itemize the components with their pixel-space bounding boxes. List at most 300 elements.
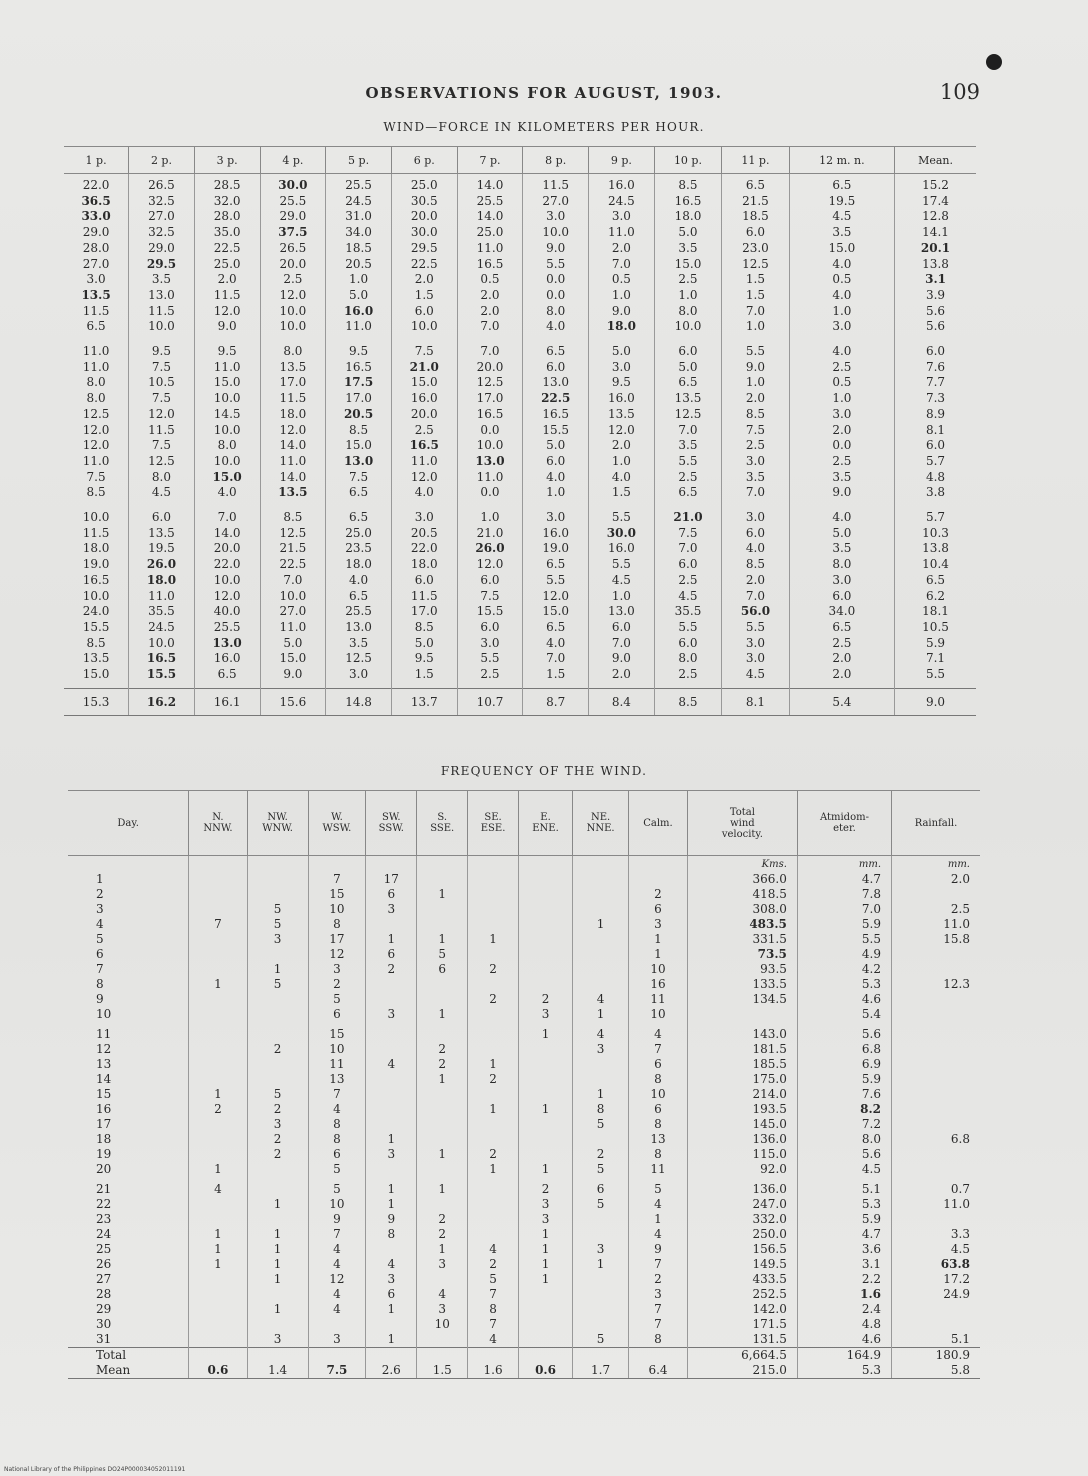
- force-column-cell: [260, 340, 326, 506]
- force-value: 3.0: [611, 209, 631, 224]
- freq-day-row: [68, 1242, 980, 1257]
- force-value: 18.0: [82, 541, 110, 556]
- force-value: 11.5: [279, 391, 307, 406]
- force-value: 11.5: [82, 525, 110, 540]
- force-value: 4.0: [611, 469, 631, 484]
- freq-cell: [247, 1212, 308, 1227]
- freq-col-header: W. WSW.: [308, 791, 366, 856]
- freq-cell: 6: [366, 887, 417, 902]
- force-value: 15.0: [212, 469, 242, 484]
- force-value: 12.0: [410, 469, 438, 484]
- force-value: 21.5: [742, 193, 769, 208]
- freq-cell: 1: [573, 1007, 629, 1022]
- force-value: 8.0: [546, 303, 566, 318]
- freq-cell: mm.: [892, 856, 980, 873]
- force-value: 7.0: [480, 319, 500, 334]
- force-value: 6.0: [832, 588, 852, 603]
- freq-col-header: Day.: [68, 791, 189, 856]
- freq-cell: 2: [247, 1147, 308, 1162]
- freq-cell: 17.2: [892, 1272, 980, 1287]
- force-value: 2.5: [678, 272, 698, 287]
- force-value: 7.0: [546, 651, 566, 666]
- force-value: 21.0: [409, 359, 439, 374]
- force-value: 16.5: [146, 651, 177, 666]
- freq-cell: 92.0: [687, 1162, 797, 1177]
- freq-cell: 3: [573, 1042, 629, 1057]
- freq-col-header: Atmidom- eter.: [797, 791, 891, 856]
- freq-cell: 115.0: [687, 1147, 797, 1162]
- freq-cell: [417, 1162, 468, 1177]
- force-value: 3.0: [832, 319, 852, 334]
- force-column-cell: [64, 174, 129, 341]
- freq-cell: 366.0: [687, 872, 797, 887]
- force-value: 20.0: [410, 209, 438, 224]
- freq-cell: 2: [247, 1042, 308, 1057]
- freq-cell: 7: [308, 1227, 366, 1242]
- force-value: 2.0: [611, 667, 631, 682]
- force-value: 1.5: [745, 272, 765, 287]
- force-value: 21.0: [476, 525, 504, 540]
- force-value: 9.0: [745, 359, 765, 374]
- force-value: 11.5: [410, 588, 438, 603]
- freq-day-row: [68, 1117, 980, 1132]
- force-value: 15.0: [213, 375, 241, 390]
- force-value: 6.0: [745, 225, 765, 240]
- freq-cell: 5.3: [797, 1197, 891, 1212]
- force-value: 2.5: [678, 469, 698, 484]
- force-value: 6.0: [678, 557, 698, 572]
- force-value: 4.0: [832, 256, 852, 271]
- force-value: 8.0: [678, 651, 698, 666]
- freq-cell: [247, 1287, 308, 1302]
- freq-cell: 6: [629, 1057, 688, 1072]
- freq-cell: [247, 992, 308, 1007]
- freq-cell: [518, 1132, 572, 1147]
- freq-cell: 1: [366, 1197, 417, 1212]
- freq-cell: 193.5: [687, 1102, 797, 1117]
- freq-cell: 10: [308, 902, 366, 917]
- force-value: 15.0: [279, 651, 307, 666]
- freq-cell: 1: [468, 1162, 519, 1177]
- force-value: 20.0: [213, 541, 241, 556]
- force-value: 19.5: [828, 193, 856, 208]
- force-value: 12.0: [476, 557, 504, 572]
- freq-cell: 6,664.5: [687, 1348, 797, 1364]
- freq-cell: 13: [308, 1072, 366, 1087]
- force-value: 26.0: [146, 557, 177, 572]
- freq-cell: 13: [629, 1132, 688, 1147]
- force-value: 0.0: [480, 485, 500, 500]
- freq-cell: [247, 1182, 308, 1197]
- force-mean-value: 8.4: [589, 688, 655, 715]
- freq-cell: 1: [518, 1162, 572, 1177]
- freq-day-row: [68, 932, 980, 947]
- freq-cell: [189, 1317, 247, 1332]
- freq-cell: 3: [417, 1302, 468, 1317]
- force-value: 1.0: [349, 272, 369, 287]
- freq-cell: [417, 1332, 468, 1348]
- freq-cell: 3: [629, 917, 688, 932]
- freq-cell: [247, 1007, 308, 1022]
- freq-cell: 3: [518, 1007, 572, 1022]
- force-value: 3.5: [832, 225, 852, 240]
- force-value: 16.0: [410, 391, 438, 406]
- force-value: 4.0: [832, 287, 852, 302]
- freq-cell: 26: [96, 1257, 112, 1271]
- force-value: 13.5: [608, 406, 635, 421]
- force-value: 5.5: [678, 619, 698, 634]
- freq-cell: 8: [308, 1117, 366, 1132]
- force-value: 3.0: [745, 453, 765, 468]
- force-value: 4.0: [745, 541, 765, 556]
- force-value: 15.5: [542, 422, 570, 437]
- force-column-cell: [326, 506, 392, 688]
- force-value: 14.1: [922, 225, 949, 240]
- freq-cell: [417, 1132, 468, 1147]
- freq-day-row: [68, 1332, 980, 1348]
- force-value: 15.0: [82, 667, 110, 682]
- freq-cell: 3: [417, 1257, 468, 1272]
- freq-cell: 133.5: [687, 977, 797, 992]
- force-value: 12.5: [674, 406, 702, 421]
- freq-cell: [518, 887, 572, 902]
- force-value: 3.0: [349, 667, 369, 682]
- freq-cell: 5: [417, 947, 468, 962]
- freq-cell: 1: [629, 1212, 688, 1227]
- freq-day-row: [68, 1257, 980, 1272]
- freq-cell: [468, 872, 519, 887]
- freq-cell: 5: [308, 992, 366, 1007]
- freq-cell: 250.0: [687, 1227, 797, 1242]
- freq-cell: [247, 947, 308, 962]
- force-value: 12.0: [279, 422, 307, 437]
- freq-cell: 15: [308, 887, 366, 902]
- freq-cell: 1: [189, 1227, 247, 1242]
- freq-cell: 10: [629, 962, 688, 977]
- freq-cell: 2: [518, 1182, 572, 1197]
- force-mean-value: 16.2: [129, 688, 195, 715]
- force-value: 11.0: [410, 453, 438, 468]
- force-value: 5.0: [832, 525, 852, 540]
- force-value: 12.5: [476, 375, 504, 390]
- force-value: 6.5: [546, 557, 566, 572]
- force-value: 35.0: [213, 225, 241, 240]
- force-value: 12.0: [542, 588, 570, 603]
- freq-cell: [247, 872, 308, 887]
- force-value: 10.0: [279, 588, 307, 603]
- force-value: 8.5: [745, 557, 765, 572]
- force-column-cell: [64, 506, 129, 688]
- force-value: 20.0: [279, 256, 307, 271]
- freq-cell: 19: [96, 1147, 112, 1161]
- freq-cell: [366, 1072, 417, 1087]
- freq-cell: 24.9: [892, 1287, 980, 1302]
- force-value: 2.0: [832, 651, 852, 666]
- force-column-cell: [523, 174, 589, 341]
- freq-cell: 5: [629, 1182, 688, 1197]
- freq-cell: 131.5: [687, 1332, 797, 1348]
- freq-cell: 11.0: [892, 1197, 980, 1212]
- force-column-cell: [589, 506, 655, 688]
- freq-cell: 7: [629, 1257, 688, 1272]
- freq-cell: [247, 1162, 308, 1177]
- force-value: 33.0: [81, 209, 111, 224]
- force-value: 2.5: [678, 572, 698, 587]
- freq-cell: 1.4: [247, 1363, 308, 1379]
- freq-cell: 1: [247, 1242, 308, 1257]
- force-value: 14.0: [476, 209, 504, 224]
- freq-cell: [573, 1348, 629, 1364]
- freq-cell: [366, 1042, 417, 1057]
- force-value: 29.5: [410, 240, 438, 255]
- freq-cell: [518, 962, 572, 977]
- force-value: 7.5: [414, 344, 434, 359]
- freq-col-header: Calm.: [629, 791, 688, 856]
- freq-day-row: [68, 977, 980, 992]
- force-value: 7.0: [745, 485, 765, 500]
- force-value: 1.5: [611, 485, 631, 500]
- force-value: 16.5: [345, 359, 372, 374]
- freq-day-row: [68, 872, 980, 887]
- freq-cell: 15: [308, 1027, 366, 1042]
- force-value: 17.0: [476, 391, 504, 406]
- freq-cell: [189, 1212, 247, 1227]
- freq-cell: [468, 1182, 519, 1197]
- force-value: 6.0: [151, 510, 171, 525]
- force-value: 10.0: [476, 438, 504, 453]
- force-value: 37.5: [278, 225, 308, 240]
- force-value: 11.5: [542, 178, 570, 192]
- force-value: 3.0: [832, 406, 852, 421]
- force-value: 18.5: [742, 209, 769, 224]
- force-value: 6.2: [925, 588, 946, 603]
- freq-cell: [189, 1147, 247, 1162]
- force-value: 6.5: [832, 619, 852, 634]
- force-value: 3.0: [546, 209, 566, 224]
- freq-cell: [892, 1007, 980, 1022]
- freq-cell: 3: [247, 1332, 308, 1348]
- force-value: 30.0: [410, 225, 438, 240]
- freq-cell: [189, 1348, 247, 1364]
- force-value: 16.5: [476, 406, 504, 421]
- force-column-cell: [722, 174, 789, 341]
- freq-cell: [573, 1302, 629, 1317]
- force-mean-value: 15.6: [260, 688, 326, 715]
- force-value: 14.5: [213, 406, 241, 421]
- freq-cell: [417, 872, 468, 887]
- force-value: 10.0: [213, 453, 241, 468]
- freq-cell: [417, 1197, 468, 1212]
- freq-cell: 1: [417, 1242, 468, 1257]
- freq-cell: [366, 1117, 417, 1132]
- force-value: 7.0: [611, 256, 631, 271]
- freq-cell: 3: [518, 1197, 572, 1212]
- force-value: 5.0: [611, 344, 631, 359]
- freq-cell: 6: [629, 1102, 688, 1117]
- force-value: 5.9: [925, 635, 946, 650]
- force-value: 5.0: [349, 287, 369, 302]
- freq-cell: 3: [247, 932, 308, 947]
- force-value: 28.0: [213, 209, 241, 224]
- force-value: 8.0: [217, 438, 237, 453]
- freq-day-row: [68, 1042, 980, 1057]
- force-column-cell: [260, 174, 326, 341]
- force-value: 18.0: [606, 319, 636, 334]
- freq-cell: [629, 1348, 688, 1364]
- freq-cell: 2: [96, 887, 104, 901]
- freq-cell: 8: [308, 1132, 366, 1147]
- freq-cell: 332.0: [687, 1212, 797, 1227]
- freq-cell: 4.7: [797, 872, 891, 887]
- freq-cell: 3: [366, 1147, 417, 1162]
- freq-cell: Mean: [68, 1363, 189, 1379]
- force-value: 7.0: [745, 588, 765, 603]
- force-value: 3.5: [832, 469, 852, 484]
- freq-cell: 2: [468, 1072, 519, 1087]
- force-value: 32.0: [213, 193, 241, 208]
- force-column-cell: [654, 506, 721, 688]
- freq-cell: 1: [417, 932, 468, 947]
- freq-cell: 25: [96, 1242, 112, 1256]
- force-value: 15.5: [476, 604, 504, 619]
- freq-cell: 10: [96, 1007, 112, 1021]
- force-value: 13.0: [542, 375, 570, 390]
- freq-cell: Total: [68, 1348, 189, 1364]
- freq-cell: 12: [308, 1272, 366, 1287]
- freq-cell: 2: [417, 1042, 468, 1057]
- freq-cell: 12.3: [892, 977, 980, 992]
- freq-cell: 63.8: [892, 1257, 980, 1272]
- force-value: 7.0: [745, 303, 765, 318]
- force-value: 23.0: [742, 240, 769, 255]
- freq-cell: [573, 947, 629, 962]
- force-value: 25.5: [476, 193, 504, 208]
- freq-cell: 12: [96, 1042, 112, 1056]
- force-value: 2.5: [832, 359, 852, 374]
- force-value: 23.5: [345, 541, 372, 556]
- freq-cell: [518, 947, 572, 962]
- freq-cell: [892, 992, 980, 1007]
- force-value: 5.7: [925, 453, 946, 468]
- force-mean-value: 16.1: [194, 688, 260, 715]
- force-value: 9.0: [832, 485, 852, 500]
- freq-cell: [366, 856, 417, 873]
- freq-cell: 149.5: [687, 1257, 797, 1272]
- force-value: 40.0: [213, 604, 241, 619]
- force-value: 13.0: [475, 453, 505, 468]
- force-value: 7.5: [480, 588, 500, 603]
- freq-cell: [366, 1162, 417, 1177]
- freq-cell: 23: [96, 1212, 112, 1226]
- freq-cell: 5.5: [797, 932, 891, 947]
- force-value: 8.1: [925, 422, 946, 437]
- freq-cell: [366, 1027, 417, 1042]
- freq-cell: [573, 1132, 629, 1147]
- freq-cell: 5.3: [797, 977, 891, 992]
- force-column-cell: [457, 506, 523, 688]
- force-value: 11.5: [148, 303, 175, 318]
- freq-cell: 143.0: [687, 1027, 797, 1042]
- freq-cell: 3: [366, 1272, 417, 1287]
- force-value: 15.5: [146, 667, 177, 682]
- freq-cell: [247, 1027, 308, 1042]
- freq-col-header: S. SSE.: [417, 791, 468, 856]
- force-value: 18.1: [922, 604, 949, 619]
- force-value: 7.0: [678, 541, 698, 556]
- force-value: 6.0: [925, 344, 946, 359]
- force-value: 2.0: [611, 240, 631, 255]
- freq-cell: [189, 1272, 247, 1287]
- freq-cell: 8: [629, 1147, 688, 1162]
- freq-cell: 8.0: [797, 1132, 891, 1147]
- freq-cell: 4: [417, 1287, 468, 1302]
- freq-cell: 4: [308, 1102, 366, 1117]
- force-col-header: 12 m. n.: [789, 147, 894, 174]
- force-value: 11.0: [476, 469, 504, 484]
- freq-cell: 7: [96, 962, 104, 976]
- force-value: 32.5: [148, 193, 175, 208]
- force-value: 12.5: [82, 406, 110, 421]
- freq-day-row: [68, 887, 980, 902]
- force-value: 6.0: [546, 359, 566, 374]
- force-value: 18.0: [674, 209, 702, 224]
- force-value: 10.3: [922, 525, 949, 540]
- freq-cell: 5: [308, 1182, 366, 1197]
- force-value: 13.0: [212, 635, 242, 650]
- freq-col-header: NW. WNW.: [247, 791, 308, 856]
- freq-cell: [468, 947, 519, 962]
- force-value: 6.0: [480, 619, 500, 634]
- freq-cell: [468, 1227, 519, 1242]
- force-value: 56.0: [740, 604, 771, 619]
- freq-cell: 4.5: [892, 1242, 980, 1257]
- freq-cell: 4: [308, 1257, 366, 1272]
- force-column-cell: [129, 340, 195, 506]
- wind-force-table: [64, 146, 976, 716]
- freq-cell: 2: [468, 992, 519, 1007]
- force-value: 5.6: [925, 319, 946, 334]
- force-value: 29.0: [148, 240, 175, 255]
- force-value: 26.5: [279, 240, 307, 255]
- force-value: 14.0: [476, 178, 504, 192]
- freq-cell: 5: [247, 1087, 308, 1102]
- freq-cell: 5.4: [797, 1007, 891, 1022]
- freq-cell: [366, 1102, 417, 1117]
- freq-cell: 93.5: [687, 962, 797, 977]
- force-value: 22.5: [541, 391, 571, 406]
- freq-cell: [892, 1042, 980, 1057]
- freq-cell: 1: [366, 1332, 417, 1348]
- freq-cell: 418.5: [687, 887, 797, 902]
- freq-cell: 1: [518, 1227, 572, 1242]
- freq-cell: [518, 1302, 572, 1317]
- force-value: 6.0: [480, 572, 500, 587]
- force-mean-value: 15.3: [64, 688, 129, 715]
- freq-cell: [892, 1317, 980, 1332]
- freq-cell: 6: [366, 947, 417, 962]
- force-value: 24.5: [608, 193, 635, 208]
- freq-cell: 6: [308, 1007, 366, 1022]
- force-column-cell: [789, 340, 894, 506]
- force-value: 5.5: [925, 667, 946, 682]
- force-value: 13.5: [148, 525, 175, 540]
- freq-cell: 17: [308, 932, 366, 947]
- freq-cell: 11: [308, 1057, 366, 1072]
- force-value: 10.4: [922, 557, 949, 572]
- freq-cell: 4.7: [797, 1227, 891, 1242]
- freq-cell: 4.6: [797, 992, 891, 1007]
- force-mean-value: 9.0: [895, 688, 976, 715]
